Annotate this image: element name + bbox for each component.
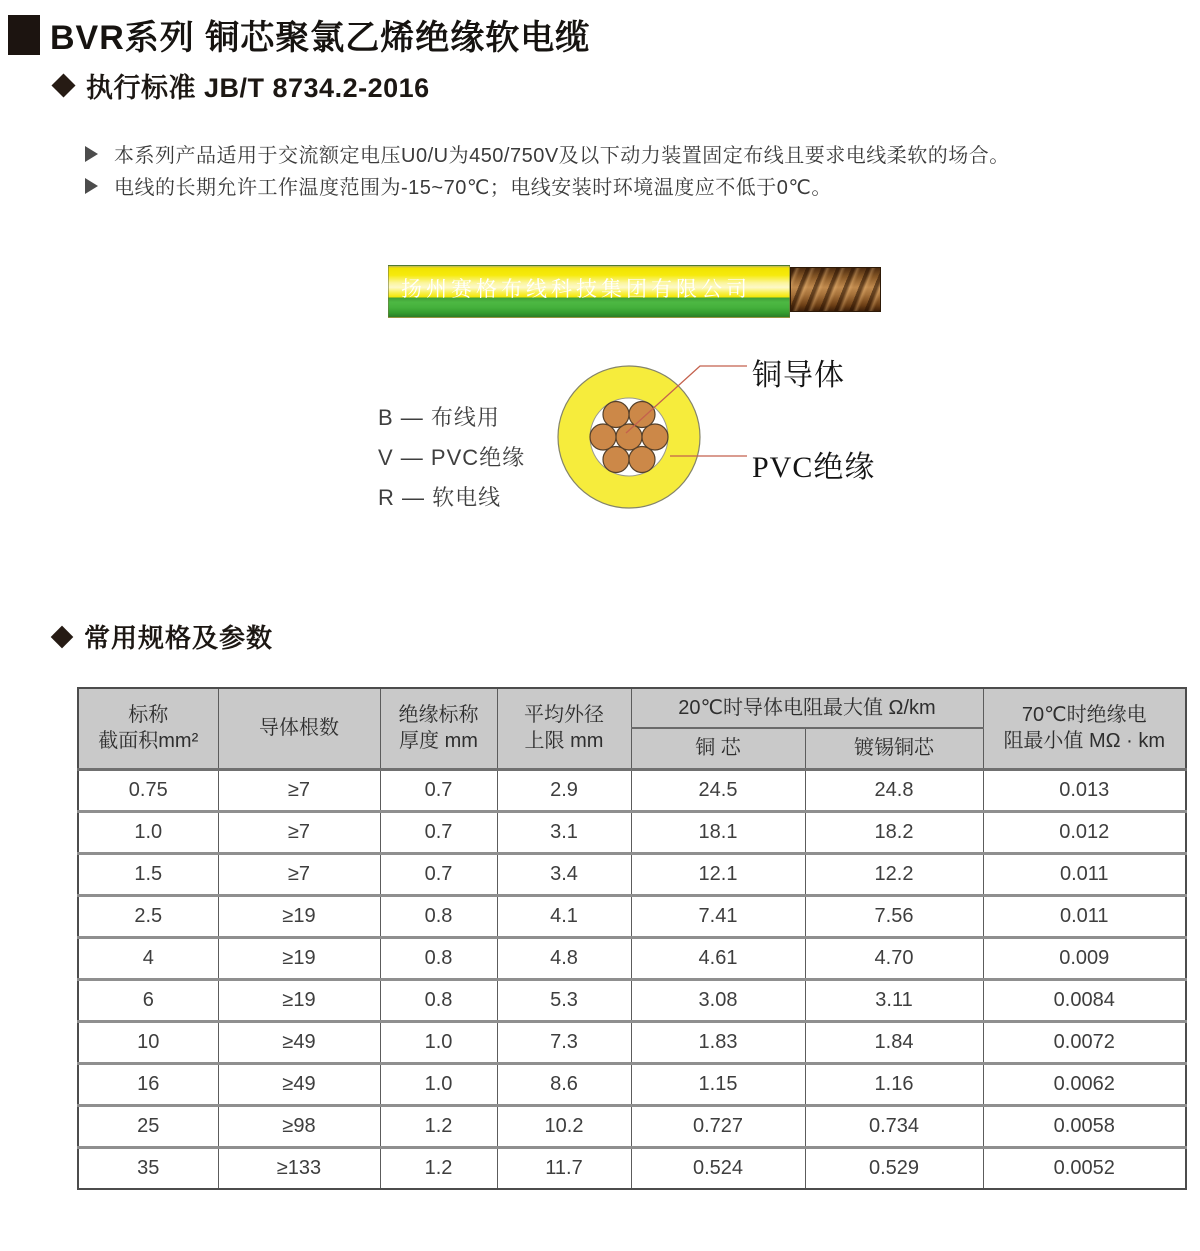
spec-table-row [78,1105,1186,1147]
spec-table-cell: 0.529 [805,1147,983,1189]
header-line: 厚度 mm [399,730,478,753]
cross-section-diagram [540,350,770,530]
spec-table-row [78,811,1186,853]
spec-table-cell: 4.8 [497,937,631,979]
spec-table-cell: 12.2 [805,853,983,895]
spec-table-cell: 0.7 [380,853,497,895]
spec-table-row [78,979,1186,1021]
spec-table-cell: 18.2 [805,811,983,853]
spec-table-cell: 3.4 [497,853,631,895]
callout-copper-conductor: 铜导体 [752,359,845,392]
intro-bullet-2-text: 电线的长期允许工作温度范围为-15~70℃；电线安装时环境温度应不低于0℃。 [114,177,832,199]
legend-item-r: R — 软电线 [378,485,502,510]
spec-table-cell: 1.84 [805,1021,983,1063]
intro-bullet-1 [85,139,1010,168]
spec-table-cell: ≥7 [218,853,380,895]
spec-table-cell: 0.8 [380,895,497,937]
spec-table-row [78,769,1186,811]
copper-strand [616,424,642,450]
spec-table-row [78,937,1186,979]
spec-table-cell: 0.0058 [983,1105,1186,1147]
spec-table-cell: 5.3 [497,979,631,1021]
spec-table-cell: 2.9 [497,769,631,811]
spec-table-cell: 12.1 [631,853,805,895]
header-line: 70℃时绝缘电 [1021,704,1147,727]
spec-table-cell: 1.15 [631,1063,805,1105]
copper-strand [590,424,616,450]
spec-table-cell: 25 [78,1105,218,1147]
spec-table-cell: ≥7 [218,811,380,853]
spec-table-cell: ≥7 [218,769,380,811]
spec-table-cell: 3.11 [805,979,983,1021]
spec-table-cell: ≥133 [218,1147,380,1189]
header-line: 绝缘标称 [398,704,479,727]
spec-table-row [78,1063,1186,1105]
spec-table-cell: 16 [78,1063,218,1105]
spec-table-cell: 4.70 [805,937,983,979]
spec-table-cell: 0.524 [631,1147,805,1189]
spec-table-cell: 4.61 [631,937,805,979]
spec-table-cell: 24.5 [631,769,805,811]
spec-table-cell: 0.0052 [983,1147,1186,1189]
spec-table-cell: 1.2 [380,1147,497,1189]
spec-table-cell: 0.8 [380,937,497,979]
intro-bullet-1-text: 本系列产品适用于交流额定电压U0/U为450/750V及以下动力装置固定布线且要求电线柔软的场合。 [114,145,1010,167]
sub-header-copper-core: 铜 芯 [631,728,805,769]
spec-table-cell: 4.1 [497,895,631,937]
spec-table-row [78,1021,1186,1063]
diamond-icon [51,625,74,648]
spec-table-cell: 1.2 [380,1105,497,1147]
spec-table-cell: 1.16 [805,1063,983,1105]
spec-table-cell: ≥19 [218,895,380,937]
diamond-icon [51,73,75,97]
spec-table-cell: 10 [78,1021,218,1063]
copper-strand [642,424,668,450]
header-line: 标称 [128,704,169,727]
header-line: 阻最小值 MΩ · km [1003,730,1166,753]
sub-header-tinned-copper-core: 镀锡铜芯 [805,728,983,769]
spec-table-cell: 7.56 [805,895,983,937]
spec-table-cell: 1.5 [78,853,218,895]
bvr-code-legend [378,398,525,518]
spec-table-cell: 8.6 [497,1063,631,1105]
spec-table-cell: 0.734 [805,1105,983,1147]
spec-table-cell: 7.3 [497,1021,631,1063]
triangle-bullet-icon [85,146,98,162]
header-line: 截面积mm² [98,730,199,753]
spec-table-cell: ≥98 [218,1105,380,1147]
spec-table-cell: 0.009 [983,937,1186,979]
spec-table-cell: 3.1 [497,811,631,853]
spec-table-cell: 6 [78,979,218,1021]
spec-table-cell: 0.8 [380,979,497,1021]
spec-table-cell: 0.7 [380,811,497,853]
spec-table-cell: 11.7 [497,1147,631,1189]
spec-table-cell: 24.8 [805,769,983,811]
spec-table-cell: 0.727 [631,1105,805,1147]
wire-illustration-body [388,265,790,318]
wire-copper-strands [790,267,881,312]
spec-table-cell: 1.0 [380,1063,497,1105]
spec-table-cell: 35 [78,1147,218,1189]
standard-block [52,66,430,105]
page-title: BVR系列 铜芯聚氯乙烯绝缘软电缆 [50,19,591,57]
spec-table-cell: 1.0 [380,1021,497,1063]
spec-table-cell: 3.08 [631,979,805,1021]
spec-table-cell: 0.0072 [983,1021,1186,1063]
copper-strand [603,447,629,473]
spec-table-cell: 7.41 [631,895,805,937]
spec-table-cell: 18.1 [631,811,805,853]
col-header-insulation-thickness [380,688,497,769]
spec-table-cell: 0.75 [78,769,218,811]
spec-table-cell: 0.0062 [983,1063,1186,1105]
specs-section-header [52,618,273,655]
wire-print-text: 扬州赛格布线科技集团有限公司 [401,277,751,301]
intro-bullet-2 [85,171,832,200]
col-header-strand-count: 导体根数 [218,688,380,769]
spec-table-cell: 0.011 [983,895,1186,937]
spec-table-cell: ≥19 [218,979,380,1021]
col-header-nominal-area [78,688,218,769]
spec-table-cell: 0.7 [380,769,497,811]
col-header-conductor-resistance-group: 20℃时导体电阻最大值 Ω/km [631,688,983,728]
title-block [8,10,590,59]
spec-table-cell: 2.5 [78,895,218,937]
spec-table-row [78,1147,1186,1189]
spec-table-row [78,895,1186,937]
copper-strand [629,447,655,473]
legend-item-b: B — 布线用 [378,405,500,430]
col-header-mean-od [497,688,631,769]
triangle-bullet-icon [85,178,98,194]
copper-strand [603,402,629,428]
spec-table-row [78,853,1186,895]
standard-text: 执行标准 JB/T 8734.2-2016 [86,73,430,103]
copper-strand [629,402,655,428]
header-line: 平均外径 [524,704,604,727]
spec-table-cell: 1.0 [78,811,218,853]
callout-pvc-insulation: PVC绝缘 [752,451,876,484]
spec-table-cell: 0.011 [983,853,1186,895]
specs-section-title: 常用规格及参数 [84,623,274,653]
spec-table-cell: 0.012 [983,811,1186,853]
spec-table-cell: ≥49 [218,1021,380,1063]
legend-item-v: V — PVC绝缘 [378,445,526,470]
spec-table-body [78,769,1186,1189]
spec-table-cell: ≥19 [218,937,380,979]
spec-table-cell: 1.83 [631,1021,805,1063]
spec-table-cell: 0.0084 [983,979,1186,1021]
spec-table-cell: 4 [78,937,218,979]
spec-table [77,687,1187,1190]
header-line: 上限 mm [524,730,604,753]
spec-table-cell: 10.2 [497,1105,631,1147]
spec-table-head [78,688,1186,769]
spec-table-cell: ≥49 [218,1063,380,1105]
title-square-marker [8,15,40,55]
spec-table-cell: 0.013 [983,769,1186,811]
col-header-insulation-resistance [983,688,1186,769]
